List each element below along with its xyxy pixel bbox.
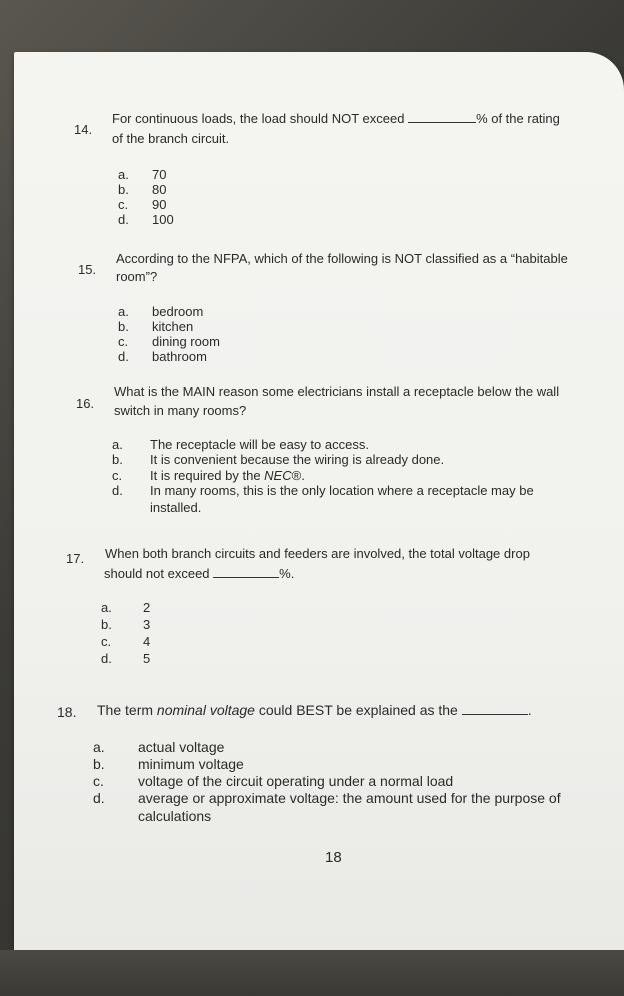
option-text: dining room xyxy=(152,334,220,349)
option-letter: d. xyxy=(118,212,129,227)
option-text: bedroom xyxy=(152,304,204,319)
option-text: kitchen xyxy=(152,319,194,334)
option-letter: b. xyxy=(112,452,123,467)
stem-text: %. xyxy=(279,566,295,581)
option-text: bathroom xyxy=(152,349,207,364)
option-text: average or approximate voltage: the amount used for the purpose of xyxy=(138,790,561,806)
stem-text: should not exceed xyxy=(104,566,210,581)
question-number: 14. xyxy=(74,122,93,137)
option-text-line-2: calculations xyxy=(138,808,212,824)
stem-line-2: room”? xyxy=(116,269,158,284)
option-text: 2 xyxy=(143,600,151,615)
option-text: 80 xyxy=(152,182,167,197)
stem-line-2: of the branch circuit. xyxy=(112,131,230,146)
question-number: 15. xyxy=(78,262,97,277)
option-letter: a. xyxy=(101,600,112,615)
question-number: 16. xyxy=(76,396,95,411)
option-text: 90 xyxy=(152,197,167,212)
option-text-line-2: installed. xyxy=(150,500,202,515)
option-letter: c. xyxy=(112,468,123,483)
option-text: It is convenient because the wiring is already done. xyxy=(150,452,445,467)
option-letter: c. xyxy=(101,634,112,649)
question-stem: When both branch circuits and feeders are involved, the total voltage drop xyxy=(105,546,530,561)
option-text: minimum voltage xyxy=(138,756,244,772)
question-number: 17. xyxy=(66,551,85,566)
option-text: 70 xyxy=(152,167,167,182)
option-letter: c. xyxy=(118,197,129,212)
option-letter: d. xyxy=(118,349,129,364)
option-letter: c. xyxy=(118,334,129,349)
option-text: voltage of the circuit operating under a normal load xyxy=(138,773,454,789)
option-letter: d. xyxy=(112,483,123,498)
option-text: 3 xyxy=(143,617,151,632)
answer-blank[interactable] xyxy=(213,567,279,578)
option-text: It is required by the NEC®. xyxy=(150,468,305,483)
question-stem: According to the NFPA, which of the following is NOT classified as a “habitable xyxy=(116,251,568,266)
option-letter: c. xyxy=(93,773,104,789)
worksheet-page xyxy=(14,52,624,950)
stem-line-2: switch in many rooms? xyxy=(114,403,247,418)
option-letter: b. xyxy=(118,182,129,197)
question-stem: The term nominal voltage could BEST be explained as the . xyxy=(97,702,532,718)
option-letter: b. xyxy=(93,756,105,772)
stem-line-2 xyxy=(104,565,294,582)
option-letter: a. xyxy=(93,739,105,755)
option-text: 4 xyxy=(143,634,151,649)
option-text: 5 xyxy=(143,651,151,666)
option-text: actual voltage xyxy=(138,739,225,755)
question-stem: What is the MAIN reason some electricians install a receptacle below the wall xyxy=(114,384,560,399)
option-letter: b. xyxy=(101,617,112,632)
option-letter: a. xyxy=(118,167,129,182)
answer-blank[interactable] xyxy=(408,112,476,123)
option-letter: b. xyxy=(118,319,129,334)
option-letter: d. xyxy=(93,790,105,806)
option-text: In many rooms, this is the only location where a receptacle may be xyxy=(150,483,534,498)
option-letter: a. xyxy=(118,304,129,319)
question-number: 18. xyxy=(57,704,77,720)
page-number: 18 xyxy=(325,849,342,866)
option-text: The receptacle will be easy to access. xyxy=(150,437,369,452)
background-surface xyxy=(0,950,624,996)
option-text: 100 xyxy=(152,212,174,227)
answer-blank[interactable] xyxy=(462,704,528,715)
question-stem xyxy=(112,110,582,127)
option-letter: a. xyxy=(112,437,123,452)
stem-text: % of the rating xyxy=(476,111,560,126)
option-letter: d. xyxy=(101,651,112,666)
stem-text: For continuous loads, the load should NOT exceed xyxy=(112,111,405,126)
